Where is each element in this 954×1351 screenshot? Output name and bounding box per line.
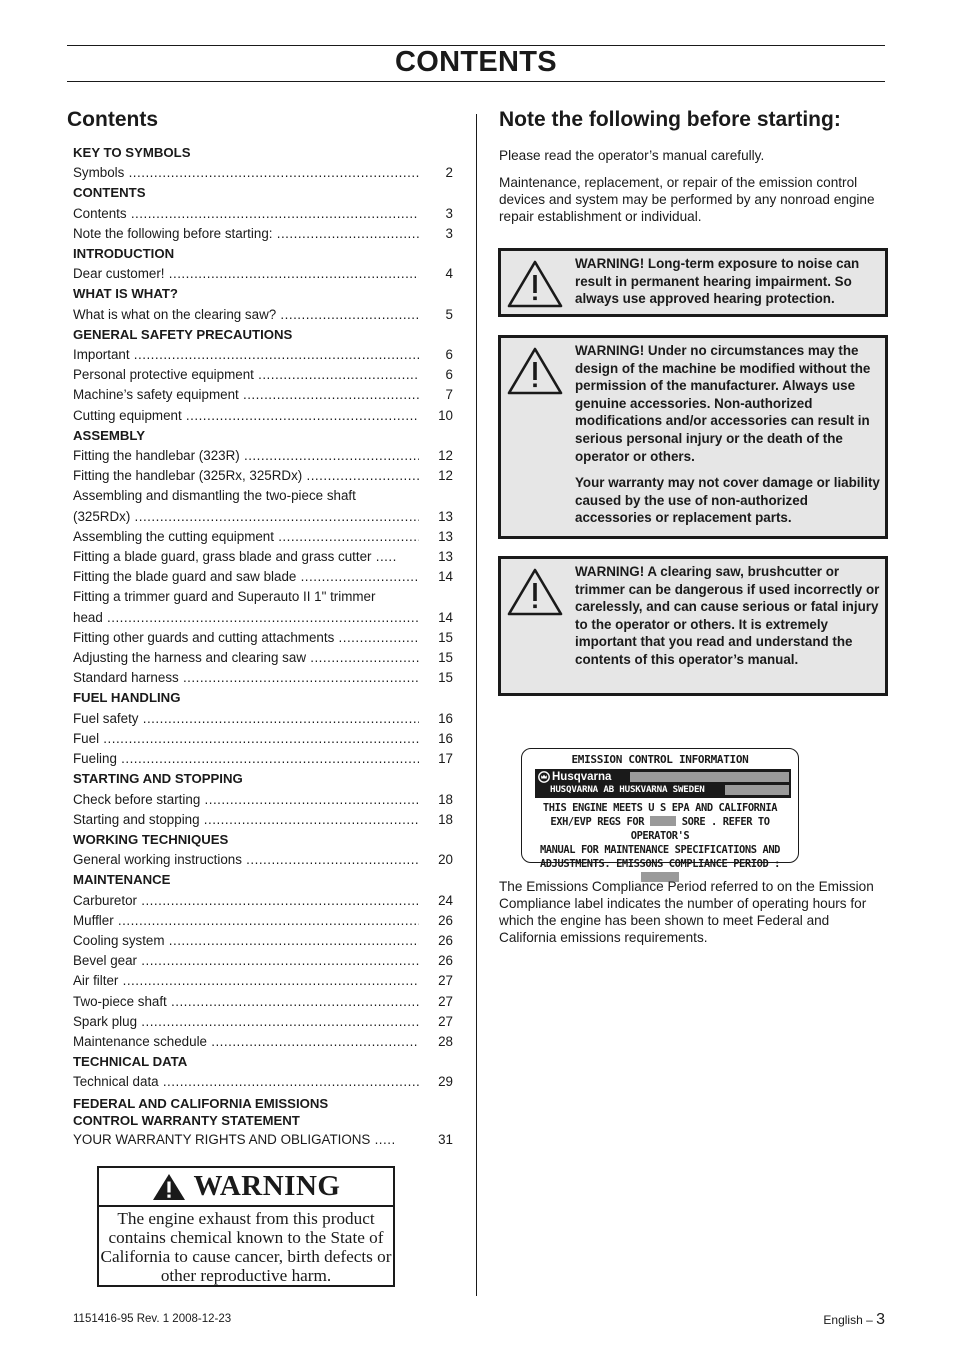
toc-entry-page: 13 [438,549,453,565]
toc-entry-label: Cooling system ..... [73,931,419,951]
toc-entry[interactable] [73,567,453,587]
toc-entry[interactable] [73,446,453,466]
california-warning-box [97,1166,395,1287]
toc-entry-page: 26 [438,953,453,969]
blank-field [725,785,789,795]
toc-entry-label: General working instructions ..... [73,850,419,870]
toc-entry-label: Symbols ..... [73,163,419,183]
toc-entry-page: 6 [445,367,453,383]
toc-entry-page: 13 [438,528,453,544]
toc-section [73,325,453,426]
danger-warning-box [498,556,888,696]
toc-entry-label: Adjusting the harness and clearing saw ..... [73,648,419,668]
toc-entry[interactable] [73,1032,453,1052]
toc-entry-label: Fueling ..... [73,749,419,769]
toc-section-title [73,183,453,203]
emission-label-title: EMISSION CONTROL INFORMATION [571,753,749,766]
toc-entry[interactable] [73,709,453,729]
emission-line: MANUAL FOR MAINTENANCE SPECIFICATIONS AND [539,844,781,856]
toc-section-title-line: CONTENTS [73,185,146,201]
emission-label-body [522,801,798,885]
toc-entry[interactable] [73,1012,453,1032]
contents-heading: Contents [67,108,158,131]
toc-section-title-line: TECHNICAL DATA [73,1054,188,1070]
toc-entry[interactable] [73,971,453,991]
footer-separator: – [862,1313,877,1327]
toc-entry[interactable] [73,790,453,810]
toc-section [73,183,453,244]
toc-entry-page: 18 [438,811,453,827]
emission-line: THIS ENGINE MEETS U S EPA AND CALIFORNIA [542,802,778,814]
modification-warning-text: WARNING! Under no circumstances may the design of the machine be modified without the permission of the manufacturer. Always use genuine accessories. Non-authorized modifications and/or accessories can result in serious personal injury or the death of the operator or others. [575,343,871,464]
emission-control-label [521,748,799,870]
toc-entry[interactable] [73,810,453,830]
toc-entry-page: 27 [438,973,453,989]
toc-entry[interactable] [73,951,453,971]
toc-entry[interactable] [73,385,453,405]
toc-entry-label: Important ..... [73,345,419,365]
toc-entry-label: Spark plug ..... [73,1012,419,1032]
toc-entry-label: Technical data ..... [73,1072,419,1092]
emission-line-part: EXH/EVP REGS FOR [550,816,645,828]
toc-entry[interactable] [73,204,453,224]
toc-entry-page: 15 [438,650,453,666]
toc-entry-label: Fitting a blade guard, grass blade and grass cutter ..... [73,547,419,567]
toc-entry-label: Check before starting ..... [73,790,419,810]
toc-entry[interactable] [73,891,453,911]
table-of-contents [73,143,453,1150]
toc-entry[interactable] [73,729,453,749]
husqvarna-logo [538,771,611,783]
toc-entry[interactable] [73,931,453,951]
toc-entry-label: Fitting the blade guard and saw blade ..... [73,567,419,587]
toc-entry[interactable] [73,1072,453,1092]
toc-entry-page: 18 [438,791,453,807]
toc-entry-page: 13 [438,508,453,524]
toc-entry-label: Muffler ..... [73,911,419,931]
toc-section-title [73,830,453,850]
toc-entry-page: 14 [438,569,453,585]
toc-entry[interactable] [73,264,453,284]
toc-section-title [73,1093,453,1130]
toc-entry-page: 3 [445,225,453,241]
toc-entry[interactable] [73,648,453,668]
toc-entry-page: 16 [438,710,453,726]
toc-entry-label: Dear customer! ..... [73,264,419,284]
toc-entry-label: Contents ..... [73,204,419,224]
toc-section-title [73,870,453,890]
toc-section-title-line: FUEL HANDLING [73,690,181,706]
toc-entry-label: Fitting the handlebar (325Rx, 325RDx) ..... [73,466,419,486]
toc-entry[interactable] [73,163,453,183]
toc-entry-page: 2 [445,165,453,181]
toc-section-title [73,1052,453,1072]
toc-entry-page: 10 [438,407,453,423]
warranty-warning-text: Your warranty may not cover damage or liability caused by the use of non-authorized accessories or replacement parts. [575,475,880,526]
toc-entry-label-line: head ..... [73,608,419,628]
toc-entry[interactable] [73,587,453,627]
maintenance-text: Maintenance, replacement, or repair of the emission control devices and system may be performed by any nonroad engine repair establishment or individual. [499,175,875,224]
toc-entry-label: Note the following before starting: ..... [73,224,419,244]
note-heading: Note the following before starting: [499,108,841,131]
toc-entry-page: 28 [438,1033,453,1049]
emission-line-part: SORE . REFER TO OPERATOR'S [630,816,770,842]
toc-entry[interactable] [73,1130,453,1150]
warning-triangle-icon [507,567,563,617]
toc-section [73,1052,453,1092]
toc-entry-page: 16 [438,730,453,746]
toc-entry[interactable] [73,911,453,931]
toc-entry-page: 12 [438,448,453,464]
toc-entry-label [73,587,419,627]
toc-entry-label: Cutting equipment ..... [73,406,419,426]
toc-entry-label-line: Assembling and dismantling the two-piece shaft [73,488,356,504]
toc-entry-label: Machine’s safety equipment ..... [73,385,419,405]
danger-warning-text: WARNING! A clearing saw, brushcutter or trimmer can be dangerous if used incorrectly or carelessly, and can cause serious or fatal injury to the operator or others. It is extremely important that you read and understand the contents of this operator’s manual. [575,564,880,667]
blank-field [650,816,676,826]
toc-section-title-line: GENERAL SAFETY PRECAUTIONS [73,326,293,342]
page-title: CONTENTS [395,46,557,78]
toc-entry-label-line: Fitting a trimmer guard and Superauto II 1" trimmer [73,589,376,605]
toc-entry-label: Maintenance schedule ..... [73,1032,419,1052]
toc-entry[interactable] [73,547,453,567]
toc-entry-label: Standard harness ..... [73,668,419,688]
emission-line-part: ADJUSTMENTS. EMISSONS COMPLIANCE PERIOD : [539,858,781,870]
toc-entry[interactable] [73,749,453,769]
emission-line [522,815,798,843]
toc-entry-page: 4 [445,266,453,282]
toc-section [73,426,453,689]
title-underline [67,81,885,82]
toc-section-title-line: INTRODUCTION [73,246,175,262]
noise-warning-box [498,248,888,317]
toc-section [73,143,453,183]
toc-entry-page: 31 [438,1131,453,1147]
toc-entry-page: 20 [438,852,453,868]
toc-entry-label: Starting and stopping ..... [73,810,419,830]
toc-section [73,769,453,830]
toc-section-title-line: STARTING AND STOPPING [73,771,243,787]
page-number: 3 [876,1311,885,1328]
column-divider [476,114,477,1296]
toc-section-title-line: CONTROL WARRANTY STATEMENT [73,1112,300,1128]
toc-section-title [73,284,453,304]
toc-section-title-line: KEY TO SYMBOLS [73,145,191,160]
toc-section [73,284,453,324]
toc-entry-page: 15 [438,629,453,645]
toc-entry-label: Carburetor ..... [73,891,419,911]
toc-entry[interactable] [73,992,453,1012]
toc-entry-page: 26 [438,932,453,948]
toc-section-title [73,143,453,163]
toc-section [73,1093,453,1150]
california-warning-text: The engine exhaust from this product contains chemical known to the State of California to cause cancer, birth defects or other reproductive harm. [100,1209,392,1285]
toc-section [73,688,453,769]
toc-entry-page: 24 [438,892,453,908]
toc-entry-label: Fitting the handlebar (323R) ..... [73,446,419,466]
toc-entry-label: Bevel gear ..... [73,951,419,971]
manufacturer-text: HUSQVARNA AB HUSKVARNA SWEDEN [550,784,705,795]
warning-triangle-icon [507,259,563,309]
toc-entry[interactable] [73,365,453,385]
toc-entry-label: Personal protective equipment ..... [73,365,419,385]
toc-section-title [73,244,453,264]
toc-entry[interactable] [73,466,453,486]
toc-entry-page: 27 [438,1013,453,1029]
toc-entry-label: Assembling the cutting equipment ..... [73,527,419,547]
toc-entry[interactable] [73,224,453,244]
toc-entry[interactable] [73,527,453,547]
husqvarna-brand-text: Husqvarna [552,771,612,783]
toc-entry-label: Fuel ..... [73,729,419,749]
toc-entry-page: 29 [438,1074,453,1090]
toc-section-title-line: WORKING TECHNIQUES [73,831,229,847]
toc-entry-label-line: (325RDx) ..... [73,507,419,527]
toc-section-title-line: FEDERAL AND CALIFORNIA EMISSIONS [73,1095,329,1111]
toc-section-title-line: ASSEMBLY [73,427,146,443]
toc-entry[interactable] [73,850,453,870]
footer-language: English [823,1313,863,1327]
noise-warning-text: WARNING! Long-term exposure to noise can result in permanent hearing impairment. So always use approved hearing protection. [575,256,860,307]
toc-section-title [73,769,453,789]
toc-entry-page: 27 [438,993,453,1009]
toc-entry-page: 5 [445,306,453,322]
warning-triangle-icon [507,346,563,396]
toc-entry[interactable] [73,406,453,426]
toc-entry[interactable] [73,628,453,648]
toc-entry[interactable] [73,305,453,325]
toc-entry-label: YOUR WARRANTY RIGHTS AND OBLIGATIONS ..... [73,1130,419,1150]
toc-entry-page: 26 [438,912,453,928]
toc-entry-page: 6 [445,347,453,363]
toc-entry-page: 17 [438,751,453,767]
toc-section-title [73,426,453,446]
toc-section [73,870,453,1052]
toc-entry-label: Two-piece shaft ..... [73,992,419,1012]
toc-entry[interactable] [73,486,453,526]
toc-entry[interactable] [73,345,453,365]
toc-entry-page: 12 [438,468,453,484]
warning-triangle-icon [152,1173,186,1201]
toc-section-title [73,325,453,345]
toc-section-title-line: MAINTENANCE [73,872,171,888]
blank-field [630,772,789,782]
toc-section [73,830,453,870]
california-warning-header [99,1168,393,1207]
toc-entry-label [73,486,419,526]
toc-section [73,244,453,284]
toc-entry-page: 15 [438,670,453,686]
toc-entry-label: What is what on the clearing saw? ..... [73,305,419,325]
page-footer [823,1311,885,1329]
husqvarna-crown-icon [538,771,550,783]
california-warning-title: WARNING [193,1170,341,1202]
toc-entry[interactable] [73,668,453,688]
toc-entry-page: 7 [445,387,453,403]
read-manual-text: Please read the operator’s manual carefully. [499,148,765,163]
toc-entry-label: Fitting other guards and cutting attachments ..... [73,628,419,648]
toc-section-title [73,688,453,708]
document-number: 1151416-95 Rev. 1 2008-12-23 [73,1313,232,1325]
emission-brand-bar [535,769,791,798]
toc-entry-page: 3 [445,205,453,221]
compliance-period-text: The Emissions Compliance Period referred to on the Emission Compliance label indicates the number of operating hours for which the engine has been shown to meet Federal and California emissions requirements. [499,879,874,945]
modification-warning-box [498,335,888,539]
toc-entry-label: Air filter ..... [73,971,419,991]
toc-entry-label: Fuel safety ..... [73,709,419,729]
toc-entry-page: 14 [438,609,453,625]
toc-section-title-line: WHAT IS WHAT? [73,286,178,302]
